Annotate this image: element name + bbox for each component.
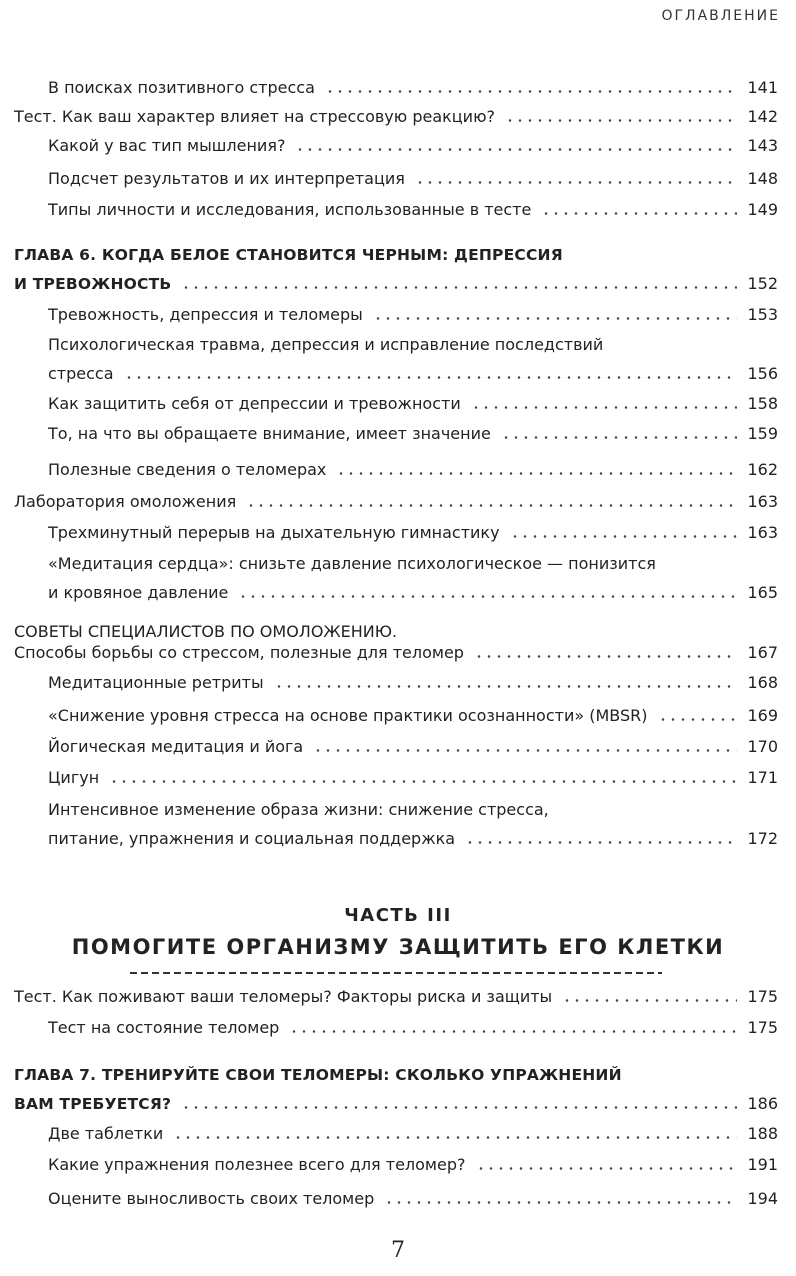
dot-leader (373, 317, 737, 320)
toc-entry-title: Типы личности и исследования, использованные в тесте (48, 200, 532, 219)
dot-leader (274, 685, 737, 688)
toc-entry-title: и кровяное давление (48, 583, 229, 602)
toc-entry-page: 159 (747, 424, 778, 443)
dot-leader (465, 841, 737, 844)
dot-leader (313, 749, 737, 752)
toc-entry-page: 186 (747, 1094, 778, 1113)
toc-entry-page: 149 (747, 200, 778, 219)
toc-entry[interactable] (0, 301, 796, 325)
toc-entry-page: 141 (747, 78, 778, 97)
toc-entry-page: 194 (747, 1189, 778, 1208)
toc-entry[interactable] (0, 74, 796, 98)
toc-entry[interactable] (0, 669, 796, 693)
toc-entry-title: ВАМ ТРЕБУЕТСЯ? (14, 1095, 172, 1113)
toc-entry-page: 169 (747, 706, 778, 725)
toc-entry-page: 156 (747, 364, 778, 383)
toc-entry-title: Медитационные ретриты (48, 673, 264, 692)
dot-leader (181, 1106, 737, 1109)
toc-entry[interactable] (0, 196, 796, 220)
part-title: ПОМОГИТЕ ОРГАНИЗМУ ЗАЩИТИТЬ ЕГО КЛЕТКИ (71, 935, 725, 959)
toc-entry-page: 153 (747, 305, 778, 324)
toc-entry-title: Йогическая медитация и йога (48, 737, 304, 756)
toc-entry[interactable] (0, 1151, 796, 1175)
toc-entry[interactable] (0, 983, 796, 1007)
dot-leader (562, 999, 737, 1002)
toc-entry-page: 143 (747, 136, 778, 155)
dot-leader (474, 655, 737, 658)
toc-entry[interactable] (0, 733, 796, 757)
dot-leader (173, 1136, 737, 1139)
dot-leader (336, 472, 737, 475)
toc-entry[interactable] (0, 800, 796, 849)
toc-entry-page: 188 (747, 1124, 778, 1143)
toc-entry-title: Способы борьбы со стрессом, полезные для теломер (14, 643, 464, 662)
toc-entry[interactable] (0, 335, 796, 384)
toc-entry[interactable] (0, 702, 796, 726)
toc-entry-title: Какие упражнения полезнее всего для теломер? (48, 1155, 466, 1174)
toc-entry-title: Оцените выносливость своих теломер (48, 1189, 375, 1208)
toc-entry-title: питание, упражнения и социальная поддержка (48, 829, 456, 848)
toc-entry-title: В поисках позитивного стресса (48, 78, 315, 97)
toc-entry-title-line1: ГЛАВА 7. ТРЕНИРУЙТЕ СВОИ ТЕЛОМЕРЫ: СКОЛЬКО УПРАЖНЕНИЙ (14, 1066, 622, 1084)
toc-entry-title: стресса (48, 364, 114, 383)
dashed-divider (130, 972, 662, 974)
dot-leader (658, 718, 737, 721)
dot-leader (384, 1201, 737, 1204)
dot-leader (181, 286, 737, 289)
toc-entry[interactable] (0, 420, 796, 444)
toc-entry[interactable] (0, 456, 796, 480)
toc-entry[interactable] (0, 519, 796, 543)
toc-entry-page: 148 (747, 169, 778, 188)
toc-entry[interactable] (0, 764, 796, 788)
toc-entry-title: Тест на состояние теломер (48, 1018, 280, 1037)
toc-entry-title: Как защитить себя от депрессии и тревожности (48, 394, 461, 413)
dot-leader (246, 504, 737, 507)
toc-entry-title-line1: ГЛАВА 6. КОГДА БЕЛОЕ СТАНОВИТСЯ ЧЕРНЫМ: ДЕПРЕССИЯ (14, 246, 563, 264)
toc-entry[interactable] (0, 488, 796, 512)
dot-leader (238, 595, 737, 598)
toc-entry[interactable] (0, 132, 796, 156)
toc-entry-title: Лаборатория омоложения (14, 492, 237, 511)
toc-entry-title: Тест. Как ваш характер влияет на стрессовую реакцию? (14, 107, 496, 126)
toc-entry-title: Какой у вас тип мышления? (48, 136, 286, 155)
toc-entry[interactable] (0, 1066, 796, 1114)
toc-entry-title: «Снижение уровня стресса на основе практики осознанности» (MBSR) (48, 706, 648, 725)
toc-entry-title: Тревожность, депрессия и теломеры (48, 305, 363, 324)
toc-entry[interactable] (0, 639, 796, 663)
dot-leader (510, 535, 737, 538)
part-label: ЧАСТЬ III (344, 905, 452, 926)
toc-entry-title: Подсчет результатов и их интерпретация (48, 169, 405, 188)
toc-entry[interactable] (0, 165, 796, 189)
toc-entry-page: 152 (747, 274, 778, 293)
toc-entry-title: Две таблетки (48, 1124, 164, 1143)
toc-entry[interactable] (0, 1014, 796, 1038)
dot-leader (476, 1167, 737, 1170)
toc-entry-title-line1: Интенсивное изменение образа жизни: снижение стресса, (48, 800, 549, 819)
dot-leader (415, 181, 737, 184)
toc-entry[interactable] (0, 390, 796, 414)
dot-leader (124, 376, 737, 379)
dot-leader (325, 90, 737, 93)
toc-entry[interactable] (0, 246, 796, 294)
toc-entry-title: Трехминутный перерыв на дыхательную гимнастику (48, 523, 500, 542)
toc-entry-page: 165 (747, 583, 778, 602)
dot-leader (289, 1030, 737, 1033)
toc-entry-page: 142 (747, 107, 778, 126)
toc-entry-page: 163 (747, 492, 778, 511)
toc-entry-page: 170 (747, 737, 778, 756)
toc-entry-page: 191 (747, 1155, 778, 1174)
toc-entry-title-line1: Психологическая травма, депрессия и исправление последствий (48, 335, 604, 354)
toc-entry-page: 158 (747, 394, 778, 413)
dot-leader (109, 780, 737, 783)
dot-leader (541, 212, 737, 215)
toc-entry[interactable] (0, 1185, 796, 1209)
section-heading: СОВЕТЫ СПЕЦИАЛИСТОВ ПО ОМОЛОЖЕНИЮ. (14, 622, 398, 641)
dot-leader (295, 148, 737, 151)
toc-entry-page: 172 (747, 829, 778, 848)
toc-entry-page: 175 (747, 1018, 778, 1037)
toc-entry-page: 163 (747, 523, 778, 542)
toc-entry-title: Полезные сведения о теломерах (48, 460, 327, 479)
toc-entry[interactable] (0, 103, 796, 127)
toc-entry-page: 167 (747, 643, 778, 662)
toc-entry-page: 175 (747, 987, 778, 1006)
dot-leader (501, 436, 737, 439)
toc-entry-title: Цигун (48, 768, 100, 787)
toc-entry[interactable] (0, 554, 796, 603)
toc-entry-title: И ТРЕВОЖНОСТЬ (14, 275, 172, 293)
toc-entry[interactable] (0, 1120, 796, 1144)
toc-entry-title: То, на что вы обращаете внимание, имеет значение (48, 424, 491, 443)
running-header: ОГЛАВЛЕНИЕ (661, 8, 780, 24)
dot-leader (505, 119, 737, 122)
toc-entry-title-line1: «Медитация сердца»: снизьте давление психологическое — понизится (48, 554, 656, 573)
toc-entry-page: 168 (747, 673, 778, 692)
dot-leader (471, 406, 737, 409)
toc-entry-page: 162 (747, 460, 778, 479)
toc-entry-page: 171 (747, 768, 778, 787)
page-number: 7 (391, 1238, 405, 1263)
toc-entry-title: Тест. Как поживают ваши теломеры? Факторы риска и защиты (14, 987, 553, 1006)
